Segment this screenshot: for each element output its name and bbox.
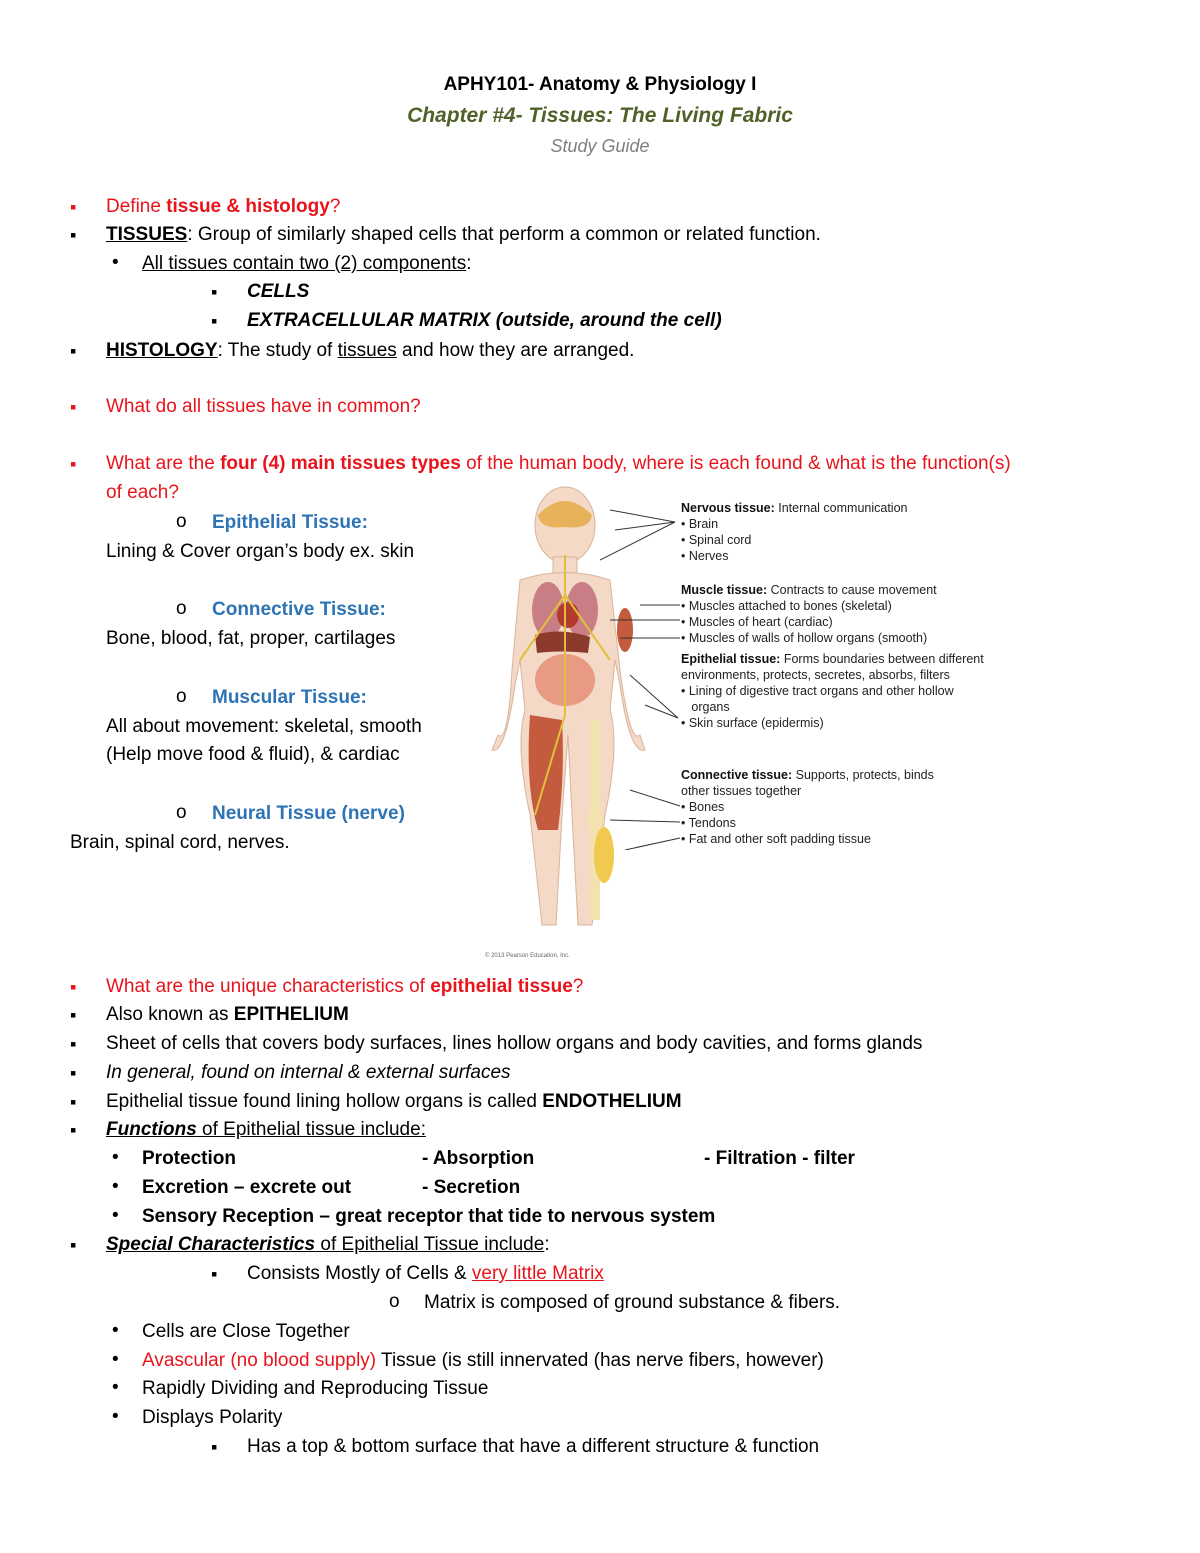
- course-title: APHY101- Anatomy & Physiology I: [443, 74, 757, 95]
- avascular-line: Avascular (no blood supply) Tissue (is still innervated (has nerve fibers, however): [142, 1350, 824, 1371]
- figure-copyright: © 2013 Pearson Education, Inc.: [485, 953, 570, 959]
- question-four-types: ▪ What are the four (4) main tissues types of the human body, where is each found & what is the function(s): [106, 452, 1011, 476]
- circle-bullet-icon: o: [176, 511, 187, 532]
- bullet-icon: •: [112, 252, 119, 273]
- polarity-sub-line: ▪ Has a top & bottom surface that have a different structure & function: [247, 1435, 819, 1459]
- components-line: All tissues contain two (2) components:: [142, 253, 472, 274]
- chapter-title: Chapter #4- Tissues: The Living Fabric: [407, 104, 793, 127]
- neural-desc: Brain, spinal cord, nerves.: [70, 832, 290, 853]
- connective-item: • Fat and other soft padding tissue: [681, 832, 871, 846]
- tissues-definition: ▪ TISSUES: Group of similarly shaped cells that perform a common or related function.: [106, 223, 821, 247]
- epithelial-item: • Lining of digestive tract organs and other hollow: [681, 684, 954, 698]
- bullet-icon: •: [112, 1147, 119, 1168]
- connective-label: Connective tissue: Supports, protects, binds: [681, 768, 934, 782]
- epithelial-item: organs: [681, 700, 730, 714]
- sheet-line: ▪ Sheet of cells that covers body surfaces, lines hollow organs and body cavities, and forms glands: [106, 1032, 922, 1056]
- epithelial-label-cont: environments, protects, secretes, absorbs, filters: [681, 668, 950, 682]
- polarity-line: Displays Polarity: [142, 1407, 283, 1428]
- muscular-desc: All about movement: skeletal, smooth: [106, 716, 422, 737]
- question-four-types-cont: of each?: [106, 482, 179, 503]
- muscle-item: • Muscles attached to bones (skeletal): [681, 599, 892, 613]
- consists-line: ▪ Consists Mostly of Cells & very little Matrix: [247, 1262, 604, 1286]
- cells-close-line: Cells are Close Together: [142, 1321, 350, 1342]
- circle-bullet-icon: o: [176, 802, 187, 823]
- epithelial-item: • Skin surface (epidermis): [681, 716, 824, 730]
- nervous-label: Nervous tissue: Internal communication: [681, 501, 908, 515]
- nervous-item: • Brain: [681, 517, 719, 531]
- function-protection: Protection: [142, 1148, 236, 1169]
- bullet-icon: •: [112, 1406, 119, 1427]
- question-define: ▪ Define tissue & histology?: [106, 195, 340, 219]
- connective-title: Connective Tissue:: [212, 599, 386, 620]
- neural-title: Neural Tissue (nerve): [212, 803, 405, 824]
- cells-item: ▪ CELLS: [247, 280, 309, 304]
- bullet-icon: •: [112, 1349, 119, 1370]
- connective-desc: Bone, blood, fat, proper, cartilages: [106, 628, 396, 649]
- muscle-item: • Muscles of heart (cardiac): [681, 615, 833, 629]
- circle-bullet-icon: o: [389, 1291, 400, 1312]
- function-absorption: - Absorption: [422, 1148, 535, 1169]
- muscular-desc-2: (Help move food & fluid), & cardiac: [106, 744, 400, 765]
- bullet-icon: •: [112, 1320, 119, 1341]
- function-excretion: Excretion – excrete out: [142, 1177, 352, 1198]
- leader-lines: [600, 500, 685, 850]
- circle-bullet-icon: o: [176, 686, 187, 707]
- histology-definition: ▪ HISTOLOGY: The study of tissues and how they are arranged.: [106, 339, 634, 363]
- muscular-title: Muscular Tissue:: [212, 687, 367, 708]
- bullet-icon: •: [112, 1377, 119, 1398]
- epithelial-label: Epithelial tissue: Forms boundaries between different: [681, 652, 984, 666]
- function-sensory: Sensory Reception – great receptor that tide to nervous system: [142, 1206, 716, 1227]
- question-epithelial: ▪ What are the unique characteristics of epithelial tissue?: [106, 975, 583, 999]
- connective-label-cont: other tissues together: [681, 784, 802, 798]
- bullet-icon: •: [112, 1176, 119, 1197]
- matrix-composition: Matrix is composed of ground substance & fibers.: [424, 1292, 841, 1313]
- rapid-line: Rapidly Dividing and Reproducing Tissue: [142, 1378, 489, 1399]
- matrix-item: ▪ EXTRACELLULAR MATRIX (outside, around the cell): [247, 309, 722, 333]
- subtitle: Study Guide: [550, 136, 650, 156]
- general-line: ▪ In general, found on internal & external surfaces: [106, 1061, 511, 1085]
- connective-item: • Bones: [681, 800, 725, 814]
- special-line: ▪ Special Characteristics of Epithelial Tissue include:: [106, 1233, 550, 1257]
- connective-item: • Tendons: [681, 816, 736, 830]
- circle-bullet-icon: o: [176, 598, 187, 619]
- muscle-item: • Muscles of walls of hollow organs (smooth): [681, 631, 928, 645]
- endothelium-line: ▪ Epithelial tissue found lining hollow organs is called ENDOTHELIUM: [106, 1090, 682, 1114]
- function-secretion: - Secretion: [422, 1177, 521, 1198]
- functions-line: ▪ Functions of Epithelial tissue include:: [106, 1118, 426, 1142]
- question-common: ▪ What do all tissues have in common?: [106, 395, 421, 419]
- nervous-item: • Nerves: [681, 549, 729, 563]
- muscle-label: Muscle tissue: Contracts to cause movement: [681, 583, 937, 597]
- nervous-item: • Spinal cord: [681, 533, 752, 547]
- bullet-icon: •: [112, 1205, 119, 1226]
- epithelial-title: Epithelial Tissue:: [212, 512, 368, 533]
- aka-line: ▪ Also known as EPITHELIUM: [106, 1003, 349, 1027]
- function-filtration: - Filtration - filter: [704, 1148, 855, 1169]
- epithelial-desc: Lining & Cover organ’s body ex. skin: [106, 541, 415, 562]
